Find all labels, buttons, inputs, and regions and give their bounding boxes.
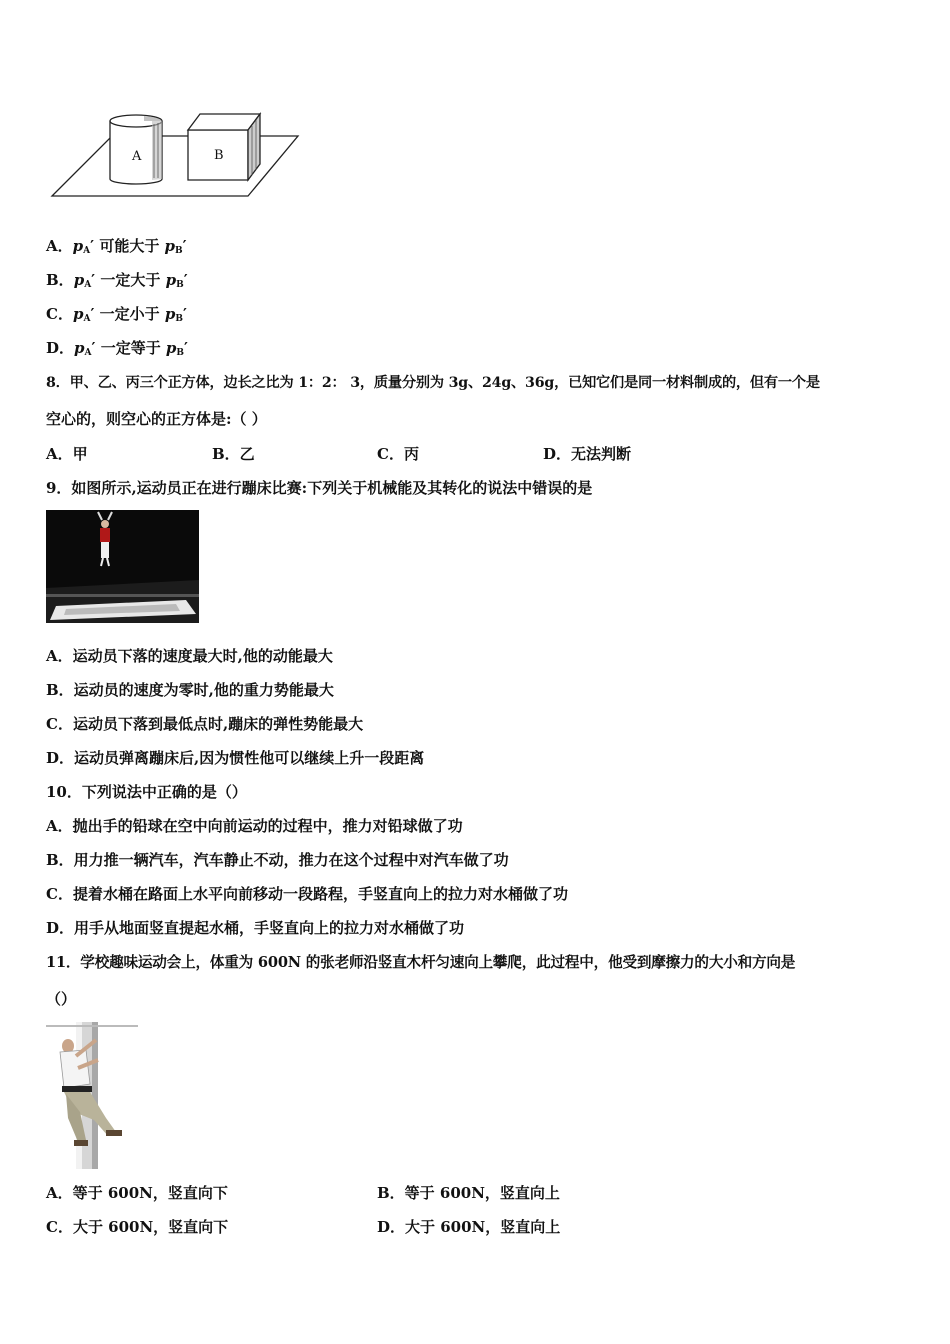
q11-stem-line1: 11．学校趣味运动会上，体重为 600N 的张老师沿竖直木杆匀速向上攀爬，此过程中，他受到摩擦力的大小和方向是 (46, 954, 796, 971)
pressure-symbol: p (74, 339, 85, 357)
q10-option-b: B．用力推一辆汽车，汽车静止不动，推力在这个过程中对汽车做了功 (46, 851, 509, 869)
prime: ′ (184, 339, 188, 357)
pressure-symbol: p (164, 237, 176, 255)
pressure-symbol: p (164, 305, 176, 323)
q8-option-c: C．丙 (377, 445, 419, 463)
q11-option-d: D．大于 600N，竖直向上 (377, 1218, 561, 1236)
prime: ′ (182, 237, 187, 255)
q10-option-c: C．提着水桶在路面上水平向前移动一段路程，手竖直向上的拉力对水桶做了功 (46, 885, 568, 903)
option-text: 一定大于 (95, 271, 166, 289)
figure-label-b: B (214, 148, 224, 163)
q9-option-b: B．运动员的速度为零时,他的重力势能最大 (46, 681, 334, 699)
q9-option-d: D．运动员弹离蹦床后,因为惯性他可以继续上升一段距离 (46, 749, 425, 767)
q9-option-c: C．运动员下落到最低点时,蹦床的弹性势能最大 (46, 715, 364, 733)
pressure-symbol: p (72, 305, 84, 323)
pole-climber-photo (46, 1022, 138, 1169)
option-text: 可能大于 (94, 237, 165, 255)
q7-option-a (46, 236, 187, 261)
q11-option-c: C．大于 600N，竖直向下 (46, 1218, 229, 1236)
q9-option-a: A．运动员下落的速度最大时,他的动能最大 (46, 647, 333, 665)
q9-stem: 9．如图所示,运动员正在进行蹦床比赛:下列关于机械能及其转化的说法中错误的是 (46, 479, 593, 497)
q11-option-a: A．等于 600N，竖直向下 (46, 1184, 228, 1202)
q7-option-b (46, 270, 188, 295)
subscript: B (176, 280, 184, 290)
cylinder-cube-figure (48, 108, 302, 200)
prime: ′ (183, 271, 188, 289)
option-label: C． (46, 305, 73, 323)
q11-option-b: B．等于 600N，竖直向上 (377, 1184, 560, 1202)
q8-option-b: B．乙 (212, 445, 255, 463)
subscript: A (84, 280, 92, 290)
option-label: D． (46, 339, 75, 357)
prime: ′ (90, 237, 95, 255)
q10-option-a: A．抛出手的铅球在空中向前运动的过程中，推力对铅球做了功 (46, 817, 463, 835)
option-text: 一定等于 (95, 339, 166, 357)
q8-stem-line1: 8．甲、乙、丙三个正方体，边长之比为 1：2： 3，质量分别为 3g、24g、36g，已知它们是同一材料制成的，但有一个是 (46, 375, 820, 391)
option-text: 一定小于 (94, 305, 165, 323)
q7-option-c (46, 304, 187, 329)
q8-option-d: D．无法判断 (543, 445, 632, 463)
q11-stem-line2: （） (46, 990, 77, 1008)
option-label: B． (46, 271, 74, 289)
prime: ′ (182, 305, 187, 323)
q10-stem: 10．下列说法中正确的是（） (46, 783, 247, 801)
pressure-symbol: p (165, 271, 177, 289)
trampoline-photo (46, 510, 199, 623)
prime: ′ (91, 271, 96, 289)
q7-option-d (46, 338, 188, 363)
q8-stem-line2: 空心的，则空心的正方体是:（ ） (46, 410, 267, 428)
q8-option-a: A．甲 (46, 445, 88, 463)
pressure-symbol: p (72, 237, 84, 255)
option-label: A． (46, 237, 73, 255)
subscript: A (84, 348, 92, 358)
figure-label-a: A (132, 149, 142, 164)
subscript: A (83, 314, 91, 324)
prime: ′ (90, 305, 95, 323)
pressure-symbol: p (73, 271, 85, 289)
subscript: B (175, 314, 183, 324)
pressure-symbol: p (165, 339, 177, 357)
subscript: A (83, 246, 91, 256)
prime: ′ (91, 339, 96, 357)
q10-option-d: D．用手从地面竖直提起水桶，手竖直向上的拉力对水桶做了功 (46, 919, 465, 937)
subscript: B (175, 246, 183, 256)
subscript: B (176, 348, 185, 358)
